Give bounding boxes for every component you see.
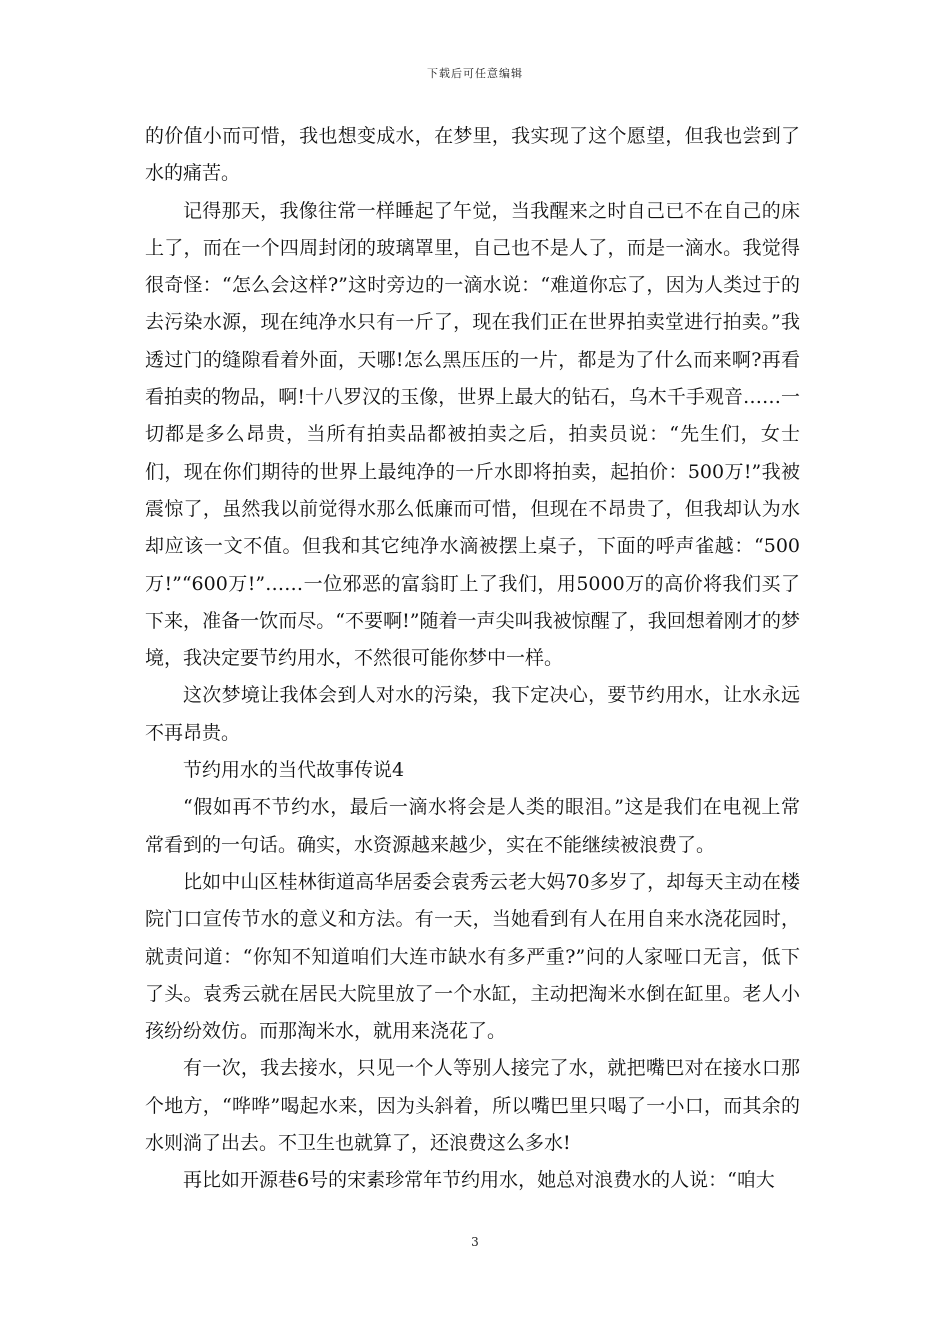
page-number: 3 [471, 1235, 479, 1249]
paragraph-tears-quote: “假如再不节约水，最后一滴水将会是人类的眼泪。”这是我们在电视上常常看到的一句话。确实，水资源越来越少，实在不能继续被浪费了。 [145, 796, 800, 856]
paragraph-yuan-xiuyun: 比如中山区桂林街道高华居委会袁秀云老大妈70多岁了，却每天主动在楼院门口宣传节水的意义和方法。有一天，当她看到有人在用自来水浇花园时，就责问道：“你知不知道咱们大连市缺水有多严重?”问的人家哑口无言，低下了头。袁秀云就在居民大院里放了一个水缸，主动把淘米水倒在缸里。老人小孩纷纷效仿。而那淘米水，就用来浇花了。 [145, 870, 800, 1043]
paragraph-song-suzhen: 再比如开源巷6号的宋素珍常年节约用水，她总对浪费水的人说：“咱大 [183, 1169, 775, 1192]
paragraph-dream-story: 记得那天，我像往常一样睡起了午觉，当我醒来之时自己已不在自己的床上了，而在一个四周封闭的玻璃罩里，自己也不是人了，而是一滴水。我觉得很奇怪：“怎么会这样?”这时旁边的一滴水说：“难道你忘了，因为人类过于的去污染水源，现在纯净水只有一斤了，现在我们正在世界拍卖堂进行拍卖。”我透过门的缝隙看着外面，天哪!怎么黑压压的一片，都是为了什么而来啊?再看看拍卖的物品，啊!十八罗汉的玉像，世界上最大的钻石，乌木千手观音……一切都是多么昂贵，当所有拍卖品都被拍卖之后，拍卖员说：“先生们，女士们，现在你们期待的世界上最纯净的一斤水即将拍卖，起拍价：500万!”我被震惊了，虽然我以前觉得水那么低廉而可惜，但现在不昂贵了，但我却认为水却应该一文不值。但我和其它纯净水滴被摆上桌子，下面的呼声雀越：“500万!”“600万!”……一位邪恶的富翁盯上了我们，用5000万的高价将我们买了下来，准备一饮而尽。“不要啊!”随着一声尖叫我被惊醒了，我回想着刚才的梦境，我决定要节约用水，不然很可能你梦中一样。 [145, 199, 800, 670]
paragraph-continuation: 的价值小而可惜，我也想变成水，在梦里，我实现了这个愿望，但我也尝到了水的痛苦。 [145, 125, 800, 185]
paragraph-dream-conclusion: 这次梦境让我体会到人对水的污染，我下定决心，要节约用水，让水永远不再昂贵。 [145, 684, 800, 744]
document-body [145, 118, 800, 1200]
section-title: 节约用水的当代故事传说4 [183, 759, 405, 782]
page-header: 下载后可任意编辑 [427, 67, 523, 80]
paragraph-drinking-water: 有一次，我去接水，只见一个人等别人接完了水，就把嘴巴对在接水口那个地方，“哗哗”喝起水来，因为头斜着，所以嘴巴里只喝了一小口，而其余的水则淌了出去。不卫生也就算了，还浪费这么多水! [145, 1057, 800, 1155]
